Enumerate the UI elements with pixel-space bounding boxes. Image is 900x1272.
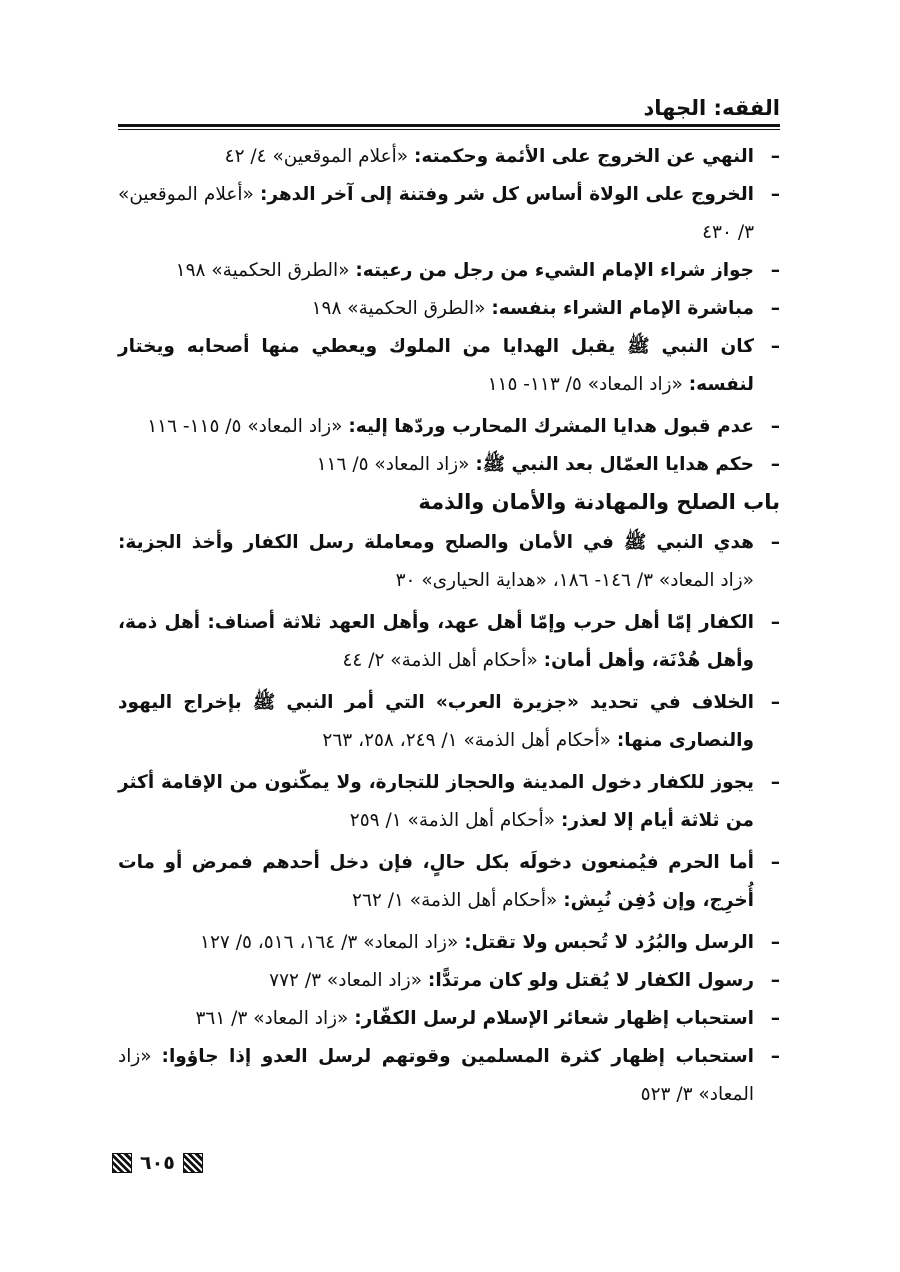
list-item: – مباشرة الإمام الشراء بنفسه: «الطرق الحكمية» ١٩٨ [311, 298, 780, 319]
list-item: – كان النبي ﷺ يقبل الهدايا من الملوك ويعطي منها أصحابه ويختار لنفسه: «زاد المعاد» ٥/ ١١٣- ١١٥ [118, 336, 780, 395]
running-header [118, 80, 780, 120]
list-item: – الخلاف في تحديد «جزيرة العرب» التي أمر النبي ﷺ بإخراج اليهود والنصارى منها: «أحكام أهل الذمة» ١/ ٢٤٩، ٢٥٨، ٢٦٣ [118, 692, 780, 751]
list-item: – عدم قبول هدايا المشرك المحارب وردّها إليه: «زاد المعاد» ٥/ ١١٥- ١١٦ [147, 416, 780, 437]
list-item: – الكفار إمّا أهل حرب وإمّا أهل عهد، وأهل العهد ثلاثة أصناف: أهل ذمة، وأهل هُدْنَة، وأهل أمان: «أحكام أهل الذمة» ٢/ ٤٤ [118, 612, 780, 671]
list-item: – الرسل والبُرُد لا تُحبس ولا تقتل: «زاد المعاد» ٣/ ١٦٤، ٥١٦، ٥/ ١٢٧ [200, 932, 780, 953]
ornament-icon [183, 1153, 203, 1173]
header-rule-thick [118, 124, 780, 127]
list-item: – رسول الكفار لا يُقتل ولو كان مرتدًّا: «زاد المعاد» ٣/ ٧٧٢ [269, 970, 780, 991]
list-item: – استحباب إظهار كثرة المسلمين وقوتهم لرسل العدو إذا جاؤوا: «زاد المعاد» ٣/ ٥٢٣ [118, 1046, 780, 1105]
list-item: – يجوز للكفار دخول المدينة والحجاز للتجارة، ولا يمكّنون من الإقامة أكثر من ثلاثة أيام إلا لعذر: «أحكام أهل الذمة» ١/ ٢٥٩ [118, 772, 780, 831]
header-title: الفقه: الجهاد [643, 96, 780, 120]
page-footer [112, 1152, 203, 1174]
list-item: – أما الحرم فيُمنعون دخولَه بكل حالٍ، فإن دخل أحدهم فمرض أو مات أُخرِج، وإن دُفِن نُبِش: «أحكام أهل الذمة» ١/ ٢٦٢ [118, 852, 780, 911]
ornament-icon [112, 1153, 132, 1173]
list-item: – هدي النبي ﷺ في الأمان والصلح ومعاملة رسل الكفار وأخذ الجزية: «زاد المعاد» ٣/ ١٤٦- ١٨٦، «هداية الحيارى» ٣٠ [118, 532, 780, 591]
entries-list [118, 138, 780, 1114]
page-number: ٦٠٥ [140, 1152, 175, 1174]
list-item: – النهي عن الخروج على الأئمة وحكمته: «أعلام الموقعين» ٤/ ٤٢ [224, 146, 780, 167]
page-body [118, 80, 780, 1114]
header-rule-thin [118, 129, 780, 130]
list-item: – جواز شراء الإمام الشيء من رجل من رعيته: «الطرق الحكمية» ١٩٨ [175, 260, 780, 281]
list-item: – حكم هدايا العمّال بعد النبي ﷺ: «زاد المعاد» ٥/ ١١٦ [316, 454, 780, 475]
section-title: باب الصلح والمهادنة والأمان والذمة [418, 490, 780, 514]
list-item: – الخروج على الولاة أساس كل شر وفتنة إلى آخر الدهر: «أعلام الموقعين» ٣/ ٤٣٠ [118, 184, 780, 243]
list-item: – استحباب إظهار شعائر الإسلام لرسل الكفّار: «زاد المعاد» ٣/ ٣٦١ [195, 1008, 780, 1029]
